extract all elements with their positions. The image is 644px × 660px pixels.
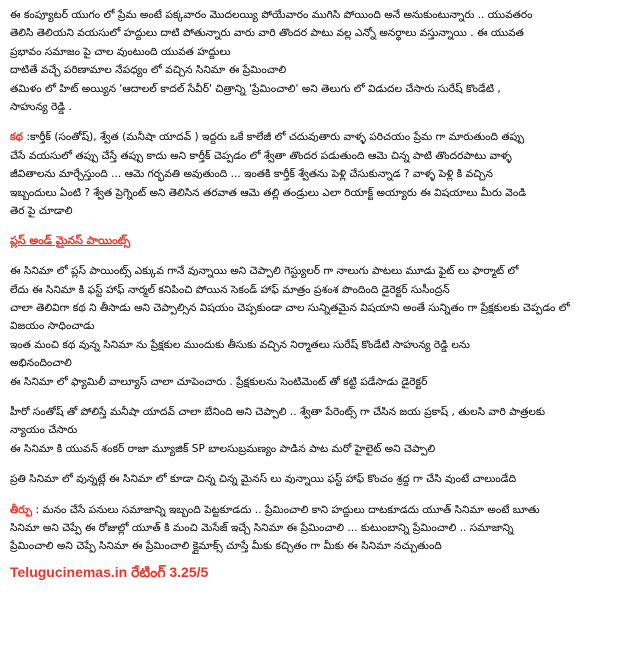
intro-line: ఈ కంప్యూటర్ యుగం లో ప్రేమ అంటే పక్కవారం మొదలయ్యి పోయేవారం ముగిసి పోయింది అనే అనుకుంటున్నారు .. యువతరం — [10, 9, 533, 21]
intro-line: దాటితే వచ్చే పరిణామాల నేపధ్యం లో వచ్చిన సినిమా ఈ ప్రేమించాలి — [10, 64, 287, 77]
story-line: ఇబ్బందులు ఏంటి ? శ్వేత ప్రెగ్నెంట్ అని తెలిసిన తరవాత ఆమె తల్లి తండ్రులు ఎలా రియాక్ట్ అయ్యారు ఈ విషయాలు మీరు వెండి — [10, 186, 527, 199]
points-line: అభినందించాలి — [10, 357, 72, 370]
rating-value: 3.25/5 — [169, 563, 209, 580]
story-line: జీవితాలను మార్చేస్తుంది ... ఆమె గర్భవతి అవుతుంది ... ఇంతకి కార్తీక్ శ్వేతను పెళ్లి చేసుకున్నాడ ? వాళ్ళ పెళ్లి కి వచ్చిన — [10, 168, 493, 181]
intro-line: సాహున్య రెడ్డి . — [10, 100, 72, 113]
rating-label: రేటింగ్ — [131, 563, 166, 580]
cast-line: హీరో సంతోష్ తో పోలిస్తే మనీషా యాదవ్ చాలా బేనింది అని చెప్పాలి .. శ్వేతా పేరెంట్స్ గా చేసిన జయ ప్రకాష్ , తులసి వారి పాత్రలకు — [10, 406, 546, 419]
points-line: ఈ సినిమా లో ఫ్యామిలీ వాల్యూస్ చాలా చూపెంచారు . ప్రేక్షకులను సెంటిమెంట్ తో కట్టి పడేసాడు డైరెక్టర్ — [10, 375, 428, 388]
story-line: చేసే వయసులో తప్పు చేస్తే తప్పు కాదు అని కార్తీక్ చెప్పడం లో శ్వేతా తొందర పడుతుంది ఆమె చిన్న పాటి తొందరపాటు వాళ్ళ — [10, 149, 512, 162]
verdict-first-line — [10, 501, 634, 519]
spacer — [10, 489, 634, 501]
story-first-text: :కార్తీక్ (సంతోష్), శ్వేత (మనీషా యాదవ్ ) ఇద్దరు ఒకే కాలేజీ లో చదువుతారు వాళ్ళ పరిచయం ప్రేమ గా మారుతుంది తప్పు — [23, 131, 525, 144]
points-paragraph — [10, 262, 634, 391]
spacer — [10, 116, 634, 128]
points-line: లేదు ఈ సినిమా కి ఫస్ట్ హాఫ్ నార్మల్ కనిపించి పోయిన సెకండ్ హాఫ్ మాత్రం ప్రశంశ పొందింది డైరెక్టర్ సుసీంద్రన్ — [10, 283, 450, 296]
points-line: చాలా తెలివిగా కథ ని తీసాడు అని చెప్పాల్సిన విషయం చెప్పకుండా చాల సున్నితమైన విషయాని అంతే సున్నితం గా ప్రేక్షకులకు చెప్పడం లో — [10, 302, 570, 315]
points-line: ఈ సినిమా లో ప్లస్ పాయింట్స్ ఎక్కువ గానే వున్నాయి అని చెప్పాలి గెస్ట్యులర్ గా నాలుగు పాటలు మూడు ఫైట్ లు ఫార్మాట్ లో — [10, 265, 519, 278]
minus-line: ప్రతి సినిమా లో వున్నట్లే ఈ సినిమా లో కూడా చిన్న చిన్న మైనస్ లు వున్నాయి ఫస్ట్ హాఫ్ కొంచం శ్రద్ద గా చేసి వుంటే చాలుండేది — [10, 473, 517, 486]
spacer — [10, 458, 634, 470]
verdict-paragraph — [10, 501, 634, 556]
story-paragraph — [10, 128, 634, 220]
plus-minus-heading: ప్లస్ అండ్ మైనస్ పాయింట్స్ — [10, 234, 131, 248]
verdict-label: తీర్పు — [10, 503, 33, 516]
intro-line: తెలిసి తెలియని వయసులో హద్దులు దాటి పోతున్నారు వారు వారి తొందర పాటు వల్ల ఎన్నో అనర్థాలు వస్తున్నాయి . ఈ యువత — [10, 27, 524, 40]
story-line: తెర పై చూడాలి — [10, 204, 73, 217]
spacer — [10, 391, 634, 403]
rating-footer — [10, 562, 634, 582]
spacer — [10, 250, 634, 262]
points-line: ఇంత మంచి కథ వున్న సినిమా ను ప్రేక్షకుల ముందుకు తీసుకు వచ్చిన నిర్మాతలు సురేష్ కొండేటి సాహున్య రెడ్డి లను — [10, 338, 470, 351]
cast-line: న్యాయం చేసారు — [10, 424, 78, 437]
source-name: Telugucinemas.in — [10, 563, 128, 580]
points-line: విజయం సాధించాడు — [10, 320, 95, 333]
intro-line: తమిళం లో హిట్ అయ్యిన 'ఆదాలల్ కాదల్ సేవీర్' చిత్రాన్ని 'ప్రేమించాలి' అని తెలుగు లో విడుదల చేసారు సురేష్ కొండేటి , — [10, 82, 501, 95]
verdict-line: సినిమా అని చెప్పే ఈ రోజుల్లో యూత్ కి మంచి మెసేజ్ ఇచ్చే సినిమా ఈ ప్రేమించాలి ... కుటుంబాన్ని ప్రేమించాలి .. సమాజాన్ని — [10, 521, 514, 534]
spacer — [10, 220, 634, 232]
cast-line: ఈ సినిమా కి యువన్ శంకర్ రాజా మ్యూజిక్ SP బాలసుబ్రమణ్యం పాడిన పాట మరో హైలైట్ అని చెప్పాలి — [10, 442, 436, 455]
story-label: కథ — [10, 131, 24, 144]
verdict-first-text: : మనం చేసే పనులు సమాజాన్ని ఇబ్బంది పెట్టకూడదు .. ప్రేమించాలి కాని హద్దులు దాటకూడదు యూత్ సినిమా అంటే బూతు — [32, 503, 540, 516]
cast-paragraph — [10, 403, 634, 458]
story-first-line — [10, 128, 634, 146]
verdict-line: ప్రేమించాలి అని చెప్పే సినిమా ఈ ప్రేమించాలి క్లైమాక్స్ చూస్తే మీకు కచ్చితం గా మీకు ఈ సినిమా నచ్చుతుంది — [10, 540, 442, 553]
intro-paragraph — [10, 6, 634, 116]
intro-line: ప్రభావం సమాజం పై చాల వుంటుంది యువత హద్దులు — [10, 45, 231, 58]
